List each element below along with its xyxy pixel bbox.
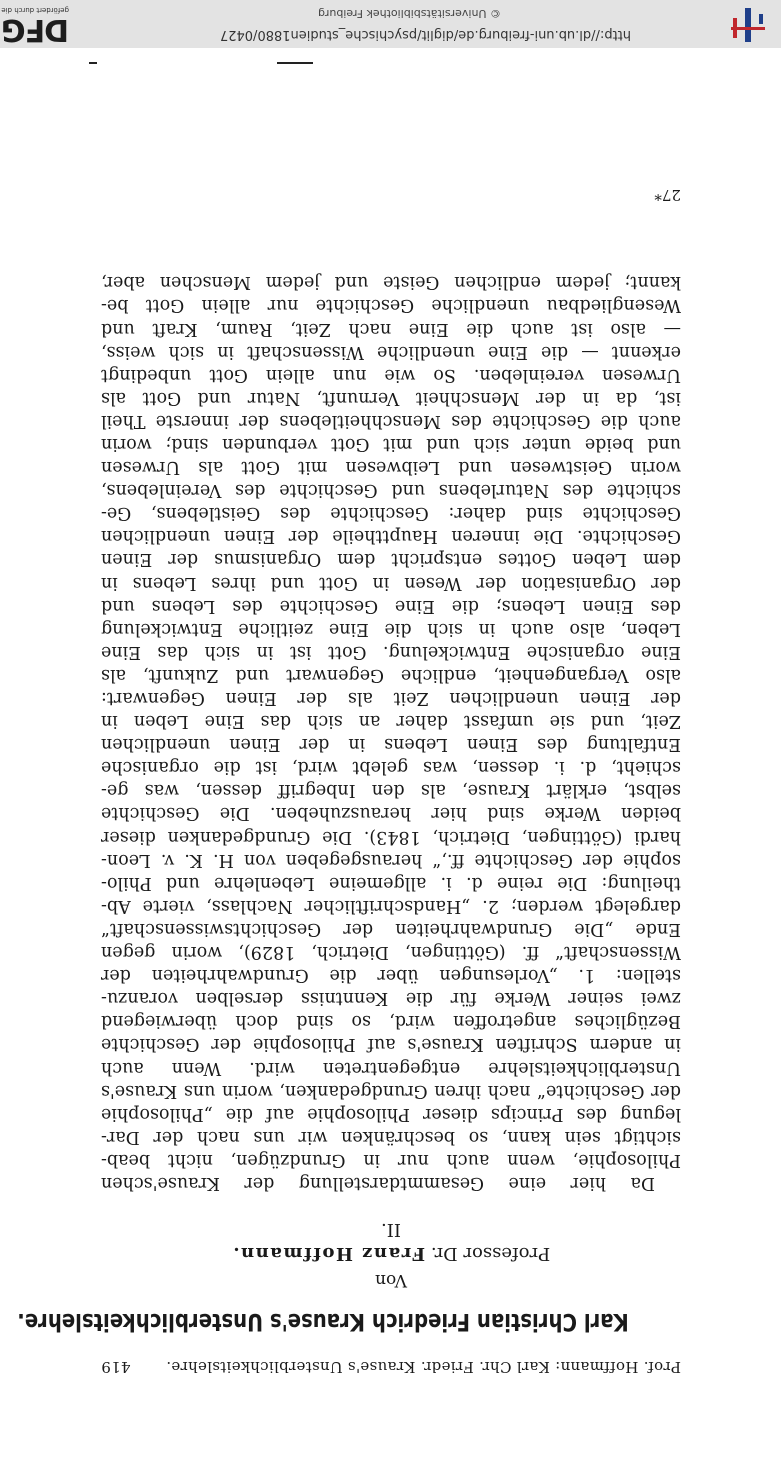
text-line: Philosophie, wenn auch nur in Grundzügen, nicht beab- [101, 1149, 681, 1170]
text-line: auch die Geschichte des Menschheitlebens der innerste Theil [101, 410, 681, 431]
running-head-text: Prof. Hoffmann: Karl Chr. Friedr. Krause's Unsterblichkeitslehre. [166, 1358, 681, 1376]
text-line: Leben, also auch in sich die Eine zeitliche Entwickelung [101, 618, 681, 639]
text-line: der Geschichte“ nach ihren Grundgedanken, worin uns Krause's [101, 1080, 681, 1101]
article-title: Karl Christian Friedrich Krause's Unsterblichkeitslehre. [17, 1308, 629, 1336]
text-line: Geschichte sind daher: Geschichte des Geistlebens, Ge- [101, 503, 681, 524]
text-line: der Organisation der Wesen in Gott und ihres Lebens in [101, 572, 681, 593]
text-line: sophie der Geschichte ff.,“ herausgegeben von H. K. v. Leon- [101, 849, 681, 870]
text-line: Eine organische Entwickelung. Gott ist in sich das Eine [101, 641, 681, 662]
text-line: selbst, erklärt Krause, als den Inbegriff dessen, was ge- [101, 780, 681, 801]
text-line: schieht, d. i. dessen, was gelebt wird, ist die organische [101, 757, 681, 778]
text-line: Entfaltung des Einen Lebens in der Einen unendlichen [101, 734, 681, 755]
text-line: sichtigt sein kann, so beschränken wir uns nach der Dar- [101, 1126, 681, 1147]
text-line: dargelegt werden; 2. „Handschriftlicher Nachlass, vierte Ab- [101, 895, 681, 916]
text-line: Ende „Die Grundwahrheiten der Geschichtswissenschaft“ [101, 918, 681, 939]
part-number: II. [381, 1219, 401, 1240]
text-line: beiden Werke sind hier herauszuheben. Die Geschichte [101, 803, 681, 824]
text-line: theilung: Die reine d. i. allgemeine Lebenlehre und Philo- [101, 872, 681, 893]
text-line: in andern Schriften Krause's auf Philosophie der Geschichte [101, 1034, 681, 1055]
text-line: ist, da in der Menschheit Vernunft, Natur und Gott als [101, 387, 681, 408]
text-line: schichte des Naturlebens und Geschichte des Vereinlebens, [101, 480, 681, 501]
author-name: Franz Hoffmann. [231, 1243, 426, 1264]
text-line: hardi (Göttingen, Dietrich, 1843). Die Grundgedanken dieser [101, 826, 681, 847]
text-line: Wesengliedbau unendliche Geschichte nur allein Gott be- [101, 295, 681, 316]
page-number: 419 [101, 1358, 131, 1376]
text-line: zwei seiner Werke für die Kenntniss derselben voranzu- [101, 988, 681, 1009]
signature-mark [101, 186, 681, 204]
text-line: stellen: 1. „Vorlesungen über die Grundwahrheiten der [101, 965, 681, 986]
text-line: Bezügliches angetroffen wird, so sind doch überwiegend [101, 1011, 681, 1032]
text-line: Geschichte. Die inneren Haupttheile der Einen unendlichen [101, 526, 681, 547]
university-library-logo-icon [723, 8, 773, 44]
text-line: der Einen unendlichen Zeit als der Einen Gegenwart: [101, 688, 681, 709]
text-line: und beide unter sich und mit Gott verbunden sind; worin [101, 434, 681, 454]
text-line: Wissenschaft“ ff. (Göttingen, Dietrich, 1829), worin gegen [101, 942, 681, 963]
text-line: dem Leben Gottes entspricht dem Organismus der Einen [101, 549, 681, 570]
text-line: Unsterblichkeitslehre entgegentreten wird. Wenn auch [101, 1057, 681, 1078]
text-line: Zeit, und sie umfasst daher an sich das Eine Leben in [101, 711, 681, 732]
author-line [101, 1243, 681, 1264]
bottom-rule [277, 62, 313, 64]
copyright-notice: © Universitätsbibliothek Freiburg [318, 7, 501, 20]
text-line: des Einen Lebens; die Eine Geschichte des Lebens und [101, 595, 681, 616]
text-line: kannt; jedem endlichen Geiste und jedem Menschen aber, [101, 272, 681, 293]
text-line: worin Geistwesen und Leibwesen mit Gott als Urwesen [101, 457, 681, 478]
body-text [101, 270, 681, 1194]
bottom-rule-short [89, 62, 97, 64]
signature-mark-text: 27* [654, 186, 681, 204]
byline-von: Von [375, 1270, 407, 1290]
text-line: Da hier eine Gesammtdarstellung der Krause'schen [101, 1173, 655, 1193]
text-line: erkennt — die Eine unendliche Wissenschaft in sich weiss, [101, 341, 681, 362]
dfg-logo-icon [1, 0, 69, 47]
source-url[interactable]: http://dl.ub.uni-freiburg.de/diglit/psychische_studien1880/0427 [219, 27, 631, 42]
running-head [101, 1358, 681, 1376]
dfg-logo-caption: gefördert durch die [1, 6, 69, 14]
dfg-logo-text: DFG [1, 12, 69, 47]
text-line: also Vergangenheit, endliche Gegenwart und Zukunft, als [101, 664, 681, 685]
author-prefix: Professor Dr. [430, 1243, 551, 1264]
text-line: — also ist auch die Eine nach Zeit, Raum, Kraft und [101, 318, 681, 339]
text-line: legung des Princips dieser Philosophie auf die „Philosophie [101, 1103, 681, 1124]
text-line: Urwesen vereinleben. So wie nun allein Gott unbedingt [101, 364, 681, 385]
